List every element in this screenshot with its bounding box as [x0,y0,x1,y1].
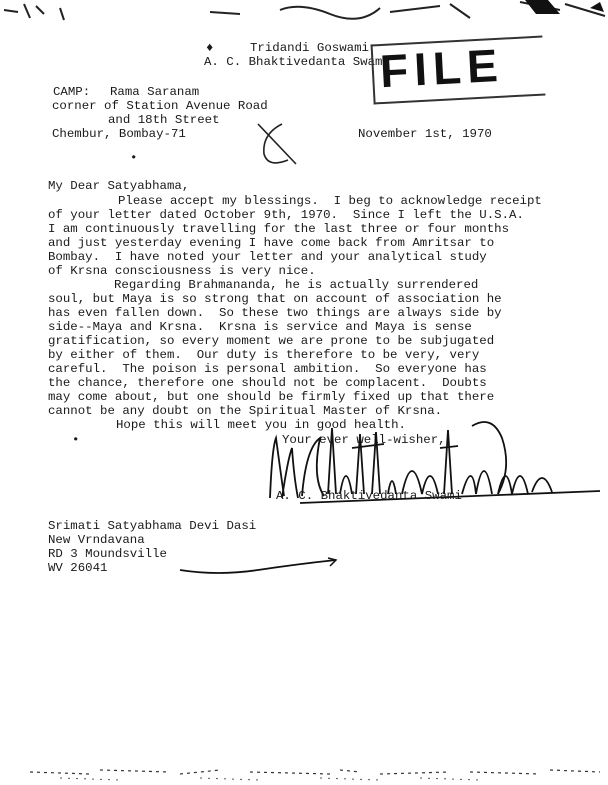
dot-mark: • [130,151,138,165]
body-line: Hope this will meet you in good health. [116,418,406,432]
letter-date: November 1st, 1970 [358,127,492,141]
body-line: cannot be any doubt on the Spiritual Master of Krsna. [48,404,443,418]
signatory-name: A. C. Bhaktivedanta Swami [276,489,462,503]
camp-line-3: and 18th Street [108,113,220,127]
recipient-line-2: New Vrndavana [48,533,145,547]
scribble-mark [252,114,304,170]
body-line: the chance, therefore one should not be complacent. Doubts [48,376,487,390]
swoosh-mark [178,556,338,580]
camp-line-2: corner of Station Avenue Road [52,99,268,113]
recipient-line-3: RD 3 Moundsville [48,547,167,561]
body-line: side--Maya and Krsna. Krsna is service and Maya is sense [48,320,472,334]
body-line: by either of them. Our duty is therefore to be very, very [48,348,480,362]
body-line: I am continuously travelling for the last three or four months [48,222,510,236]
body-line: Regarding Brahmananda, he is actually surrendered [114,278,479,292]
body-line: Please accept my blessings. I beg to acknowledge receipt [118,194,542,208]
body-line: and just yesterday evening I have come back from Amritsar to [48,236,495,250]
body-line: careful. The poison is personal ambition. So everyone has [48,362,487,376]
salutation: My Dear Satyabhama, [48,179,190,193]
camp-line-4: Chembur, Bombay-71 [52,127,186,141]
body-line: may come about, but one should be firmly fixed up that there [48,390,495,404]
body-line: has even fallen down. So these two things are always side by [48,306,502,320]
recipient-line-4: WV 26041 [48,561,108,575]
body-line: Bombay. I have noted your letter and your analytical study [48,250,487,264]
body-line: gratification, so every moment we are prone to be subjugated [48,334,495,348]
file-stamp: FILE [378,38,505,98]
recipient-line-1: Srimati Satyabhama Devi Dasi [48,519,257,533]
dot-mark: • [72,433,80,447]
letterhead-bullet: ♦ [206,41,214,55]
letterhead-title: Tridandi Goswami [250,41,369,55]
body-line: of Krsna consciousness is very nice. [48,264,316,278]
scan-noise-top [0,0,608,28]
body-line: soul, but Maya is so strong that on account of association he [48,292,502,306]
letterhead-name: A. C. Bhaktivedanta Swami [204,55,390,69]
camp-line-1: Rama Saranam [110,85,200,99]
closing: Your ever well-wisher, [282,433,446,447]
camp-label: CAMP: [53,85,91,99]
scan-noise-bottom [0,760,608,785]
body-line: of your letter dated October 9th, 1970. Since I left the U.S.A. [48,208,524,222]
